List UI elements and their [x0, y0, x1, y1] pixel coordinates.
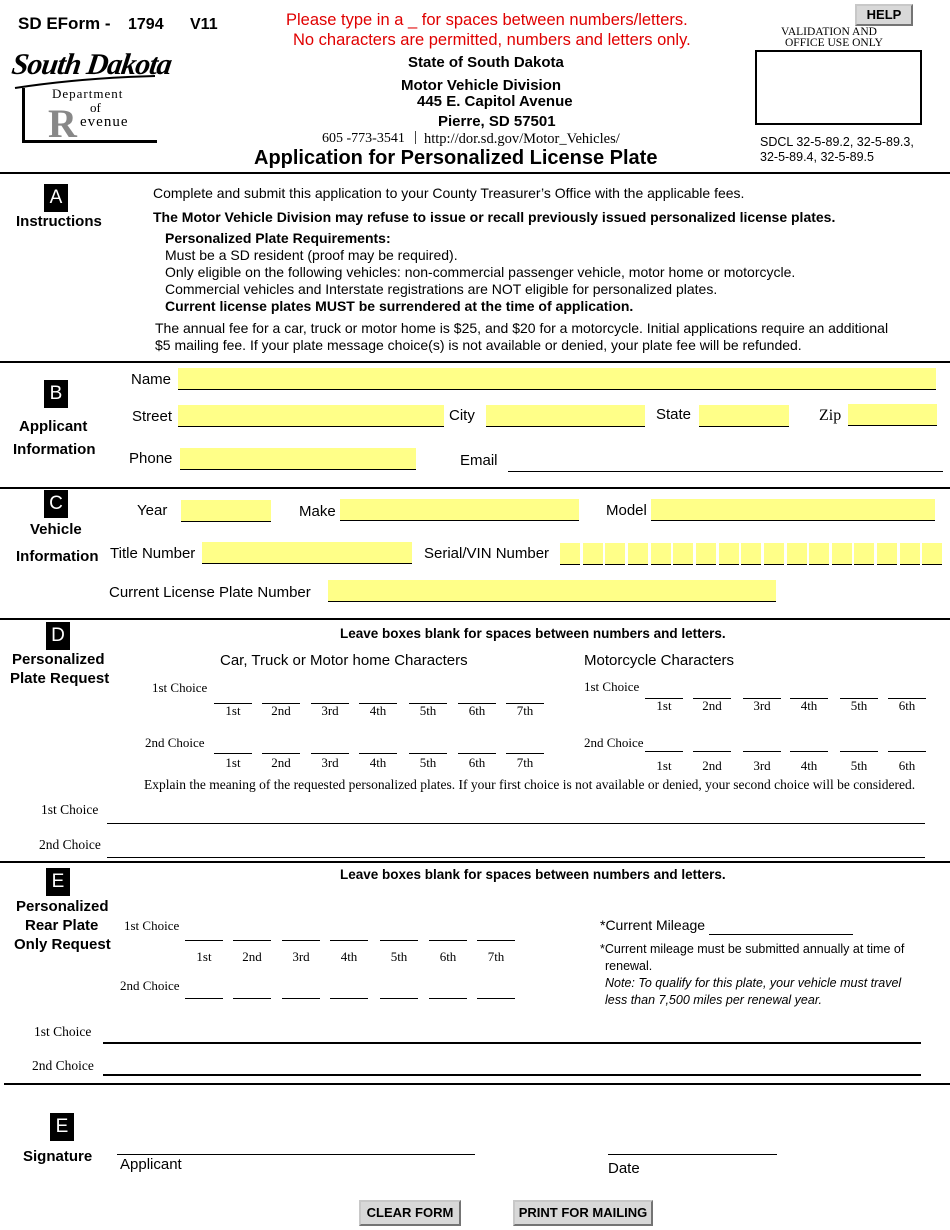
vin-character-input[interactable] — [832, 543, 852, 565]
instructions-line-1: Complete and submit this application to your County Treasurer’s Office with the applicable fees. — [153, 185, 745, 201]
explain-second-choice-input[interactable] — [107, 838, 925, 858]
character-position-label: 2nd — [271, 703, 291, 718]
plate-character-input[interactable] — [506, 738, 544, 754]
leave-blank-note: Leave boxes blank for spaces between numbers and letters. — [340, 626, 726, 641]
character-position-label: 6th — [898, 698, 916, 713]
plate-character-input[interactable] — [359, 688, 397, 704]
clear-form-button[interactable]: CLEAR FORM — [359, 1200, 461, 1226]
date-line[interactable] — [608, 1135, 777, 1155]
plate-character-input[interactable] — [888, 683, 926, 699]
character-position-label: 5th — [850, 698, 868, 713]
divider — [0, 361, 950, 363]
divider — [0, 172, 950, 174]
fee-line-2: $5 mailing fee. If your plate message choice(s) is not available or denied, your plate fee will be refunded. — [155, 337, 802, 353]
character-position-label: 6th — [468, 703, 486, 718]
mileage-note-line-2: renewal. — [605, 959, 653, 973]
plate-character-input[interactable] — [380, 925, 418, 941]
character-position-label: 4th — [800, 758, 818, 773]
plate-character-input[interactable] — [311, 738, 349, 754]
plate-character-input[interactable] — [311, 688, 349, 704]
city-label: City — [449, 407, 475, 424]
name-label: Name — [131, 371, 172, 388]
plate-character-input[interactable] — [359, 738, 397, 754]
email-input[interactable] — [508, 452, 943, 472]
divider — [0, 861, 950, 863]
model-input[interactable] — [651, 499, 935, 521]
plate-character-input[interactable] — [262, 688, 300, 704]
applicant-signature-line[interactable] — [117, 1135, 475, 1155]
character-position-label: 1st — [196, 949, 212, 964]
character-position-label: 3rd — [321, 703, 339, 718]
vin-character-input[interactable] — [628, 543, 648, 565]
character-position-label: 4th — [340, 949, 358, 964]
vin-character-input[interactable] — [583, 543, 603, 565]
applicant-label: Applicant — [120, 1156, 182, 1173]
character-position-label: 3rd — [753, 758, 771, 773]
section-b-label-1: Applicant — [19, 418, 88, 435]
current-plate-input[interactable] — [328, 580, 776, 602]
explain-meaning-text: Explain the meaning of the requested personalized plates. If your first choice is not available or denied, your second choice will be considered. — [144, 777, 916, 792]
plate-character-input[interactable] — [693, 683, 731, 699]
character-position-label: 6th — [898, 758, 916, 773]
character-position-label: 1st — [656, 698, 672, 713]
current-mileage-label: *Current Mileage — [600, 917, 706, 933]
form-version: V11 — [190, 16, 218, 33]
print-for-mailing-button[interactable]: PRINT FOR MAILING — [513, 1200, 653, 1226]
plate-character-input[interactable] — [645, 683, 683, 699]
section-c-badge: C — [44, 490, 68, 518]
plate-character-input[interactable] — [840, 683, 878, 699]
phone-label: Phone — [129, 450, 173, 467]
character-position-label: 2nd — [702, 758, 722, 773]
plate-character-input[interactable] — [743, 683, 781, 699]
vin-character-input[interactable] — [787, 543, 807, 565]
character-position-label: 3rd — [292, 949, 310, 964]
state-label: State — [656, 406, 692, 423]
motorcycle-characters-heading: Motorcycle Characters — [584, 652, 735, 669]
section-e-label-3: Only Request — [14, 936, 111, 953]
explain-first-choice-input[interactable] — [107, 804, 925, 824]
requirement-3: Commercial vehicles and Interstate registrations are NOT eligible for personalized plates. — [165, 281, 718, 297]
vin-character-input[interactable] — [877, 543, 897, 565]
character-position-label: 7th — [516, 703, 534, 718]
section-d-label-1: Personalized — [12, 651, 105, 668]
character-position-label: 6th — [468, 755, 486, 770]
notice-line-1: Please type in a _ for spaces between numbers/letters. — [286, 11, 688, 29]
date-label: Date — [608, 1160, 640, 1177]
state-name: State of South Dakota — [408, 54, 564, 71]
character-position-label: 2nd — [271, 755, 291, 770]
plate-character-input[interactable] — [645, 736, 683, 752]
fee-line-1: The annual fee for a car, truck or motor home is $25, and $20 for a motorcycle. Initial applications require an additional — [155, 320, 889, 336]
car-characters-heading: Car, Truck or Motor home Characters — [220, 652, 468, 669]
logo-revenue: evenue — [80, 114, 129, 130]
moto-first-choice-label: 1st Choice — [584, 679, 640, 694]
signature-badge: E — [50, 1113, 74, 1141]
vin-character-input[interactable] — [560, 543, 580, 565]
qualify-note-line-2: less than 7,500 miles per renewal year. — [605, 993, 823, 1007]
plate-character-input[interactable] — [233, 983, 271, 999]
plate-character-input[interactable] — [429, 925, 467, 941]
logo-of: of — [90, 100, 101, 115]
vin-character-input[interactable] — [900, 543, 920, 565]
plate-character-input[interactable] — [458, 738, 496, 754]
character-position-label: 4th — [369, 755, 387, 770]
leave-blank-note-e: Leave boxes blank for spaces between numbers and letters. — [340, 867, 726, 882]
page-title: Application for Personalized License Plate — [254, 147, 658, 169]
instructions-line-2: The Motor Vehicle Division may refuse to issue or recall previously issued personalized license plates. — [153, 209, 836, 225]
vin-character-input[interactable] — [922, 543, 942, 565]
section-b-badge: B — [44, 380, 68, 408]
section-c-label-2: Information — [16, 548, 99, 565]
vin-character-input[interactable] — [651, 543, 671, 565]
character-position-label: 2nd — [702, 698, 722, 713]
character-position-label: 1st — [656, 758, 672, 773]
character-position-label: 7th — [516, 755, 534, 770]
section-d-badge: D — [46, 622, 70, 650]
plate-character-input[interactable] — [233, 925, 271, 941]
explain-second-choice-label: 2nd Choice — [39, 837, 101, 852]
requirement-2: Only eligible on the following vehicles: non-commercial passenger vehicle, motor home or motorcycle. — [165, 264, 796, 280]
vin-character-input[interactable] — [741, 543, 761, 565]
plate-character-input[interactable] — [429, 983, 467, 999]
make-label: Make — [299, 503, 336, 520]
character-position-label: 6th — [439, 949, 457, 964]
division-name: Motor Vehicle Division — [401, 77, 562, 94]
plate-character-input[interactable] — [380, 983, 418, 999]
vin-character-input[interactable] — [764, 543, 784, 565]
plate-character-input[interactable] — [790, 683, 828, 699]
logo-r: R — [48, 101, 77, 146]
url-separator: | — [414, 129, 418, 145]
character-position-label: 5th — [419, 703, 437, 718]
vin-character-input[interactable] — [719, 543, 739, 565]
phone-input[interactable] — [180, 448, 416, 470]
division-url[interactable]: http://dor.sd.gov/Motor_Vehicles/ — [424, 131, 620, 147]
vin-character-input[interactable] — [605, 543, 625, 565]
street-input[interactable] — [178, 405, 444, 427]
plate-character-input[interactable] — [458, 688, 496, 704]
current-mileage-input[interactable] — [709, 915, 853, 935]
plate-character-input[interactable] — [888, 736, 926, 752]
plate-character-input[interactable] — [506, 688, 544, 704]
moto-second-choice-label: 2nd Choice — [584, 735, 644, 750]
title-number-label: Title Number — [110, 545, 196, 562]
plate-character-input[interactable] — [330, 925, 368, 941]
qualify-note-line-1: Note: To qualify for this plate, your vehicle must travel — [605, 976, 902, 990]
year-label: Year — [137, 502, 168, 519]
character-position-label: 2nd — [242, 949, 262, 964]
section-a-badge: A — [44, 184, 68, 212]
zip-input[interactable] — [848, 404, 937, 426]
validation-line-1: VALIDATION AND — [781, 26, 877, 38]
plate-character-input[interactable] — [282, 925, 320, 941]
vin-character-input[interactable] — [809, 543, 829, 565]
form-number: 1794 — [128, 16, 164, 33]
section-b-label-2: Information — [13, 441, 96, 458]
email-label: Email — [460, 452, 498, 469]
plate-character-input[interactable] — [262, 738, 300, 754]
section-e-badge: E — [46, 868, 70, 896]
sdcl-line-1: SDCL 32-5-89.2, 32-5-89.3, — [760, 135, 914, 149]
plate-character-input[interactable] — [409, 688, 447, 704]
plate-character-input[interactable] — [409, 738, 447, 754]
notice-line-2: No characters are permitted, numbers and letters only. — [293, 31, 691, 49]
plate-character-input[interactable] — [282, 983, 320, 999]
rear-explain-second-input[interactable] — [103, 1056, 921, 1076]
car-first-choice-label: 1st Choice — [152, 680, 208, 695]
character-position-label: 4th — [800, 698, 818, 713]
requirements-heading: Personalized Plate Requirements: — [165, 230, 391, 246]
requirement-4: Current license plates MUST be surrendered at the time of application. — [165, 298, 634, 314]
vin-character-input[interactable] — [696, 543, 716, 565]
vin-label: Serial/VIN Number — [424, 545, 550, 562]
year-input[interactable] — [181, 500, 271, 522]
character-position-label: 3rd — [321, 755, 339, 770]
rear-explain-second-label: 2nd Choice — [32, 1058, 94, 1073]
section-d-label-2: Plate Request — [10, 670, 110, 687]
section-e-label-2: Rear Plate — [25, 917, 99, 934]
section-c-label-1: Vehicle — [30, 521, 82, 538]
plate-character-input[interactable] — [477, 983, 515, 999]
section-a-label: Instructions — [16, 213, 102, 230]
character-position-label: 5th — [390, 949, 408, 964]
division-city: Pierre, SD 57501 — [438, 113, 556, 130]
name-input[interactable] — [178, 368, 936, 390]
zip-label: Zip — [819, 407, 842, 424]
character-position-label: 4th — [369, 703, 387, 718]
divider — [4, 1083, 950, 1085]
signature-label: Signature — [23, 1148, 93, 1165]
street-label: Street — [132, 408, 173, 425]
plate-character-input[interactable] — [330, 983, 368, 999]
plate-character-input[interactable] — [214, 688, 252, 704]
character-position-label: 5th — [419, 755, 437, 770]
rear-explain-first-label: 1st Choice — [34, 1024, 92, 1039]
plate-character-input[interactable] — [214, 738, 252, 754]
make-input[interactable] — [340, 499, 579, 521]
logo-script-text: South Dakota — [9, 48, 174, 81]
plate-character-input[interactable] — [693, 736, 731, 752]
rear-first-choice-label: 1st Choice — [124, 918, 180, 933]
rear-explain-first-input[interactable] — [103, 1024, 921, 1044]
requirement-1: Must be a SD resident (proof may be required). — [165, 247, 458, 263]
character-position-label: 5th — [850, 758, 868, 773]
explain-first-choice-label: 1st Choice — [41, 802, 99, 817]
current-plate-label: Current License Plate Number — [109, 584, 311, 601]
division-address: 445 E. Capitol Avenue — [417, 93, 573, 110]
character-position-label: 7th — [487, 949, 505, 964]
validation-line-2: OFFICE USE ONLY — [785, 37, 883, 49]
office-use-box — [755, 50, 922, 125]
plate-character-input[interactable] — [185, 983, 223, 999]
sdcl-line-2: 32-5-89.4, 32-5-89.5 — [760, 150, 874, 164]
title-number-input[interactable] — [202, 542, 412, 564]
help-button[interactable]: HELP — [855, 4, 913, 26]
state-input[interactable] — [699, 405, 789, 427]
vin-character-input[interactable] — [854, 543, 874, 565]
character-position-label: 3rd — [753, 698, 771, 713]
logo-department: Department — [52, 86, 124, 101]
character-position-label: 1st — [225, 755, 241, 770]
plate-character-input[interactable] — [840, 736, 878, 752]
plate-character-input[interactable] — [790, 736, 828, 752]
section-e-label-1: Personalized — [16, 898, 109, 915]
divider — [0, 618, 950, 620]
eform-label: SD EForm - — [18, 14, 111, 33]
plate-character-input[interactable] — [477, 925, 515, 941]
plate-character-input[interactable] — [185, 925, 223, 941]
divider — [0, 487, 950, 489]
city-input[interactable] — [486, 405, 645, 427]
car-second-choice-label: 2nd Choice — [145, 735, 205, 750]
division-phone: 605 -773-3541 — [322, 131, 405, 146]
mileage-note-line-1: *Current mileage must be submitted annually at time of — [600, 942, 905, 956]
character-position-label: 1st — [225, 703, 241, 718]
model-label: Model — [606, 502, 647, 519]
plate-character-input[interactable] — [743, 736, 781, 752]
rear-second-choice-label: 2nd Choice — [120, 978, 180, 993]
vin-character-input[interactable] — [673, 543, 693, 565]
